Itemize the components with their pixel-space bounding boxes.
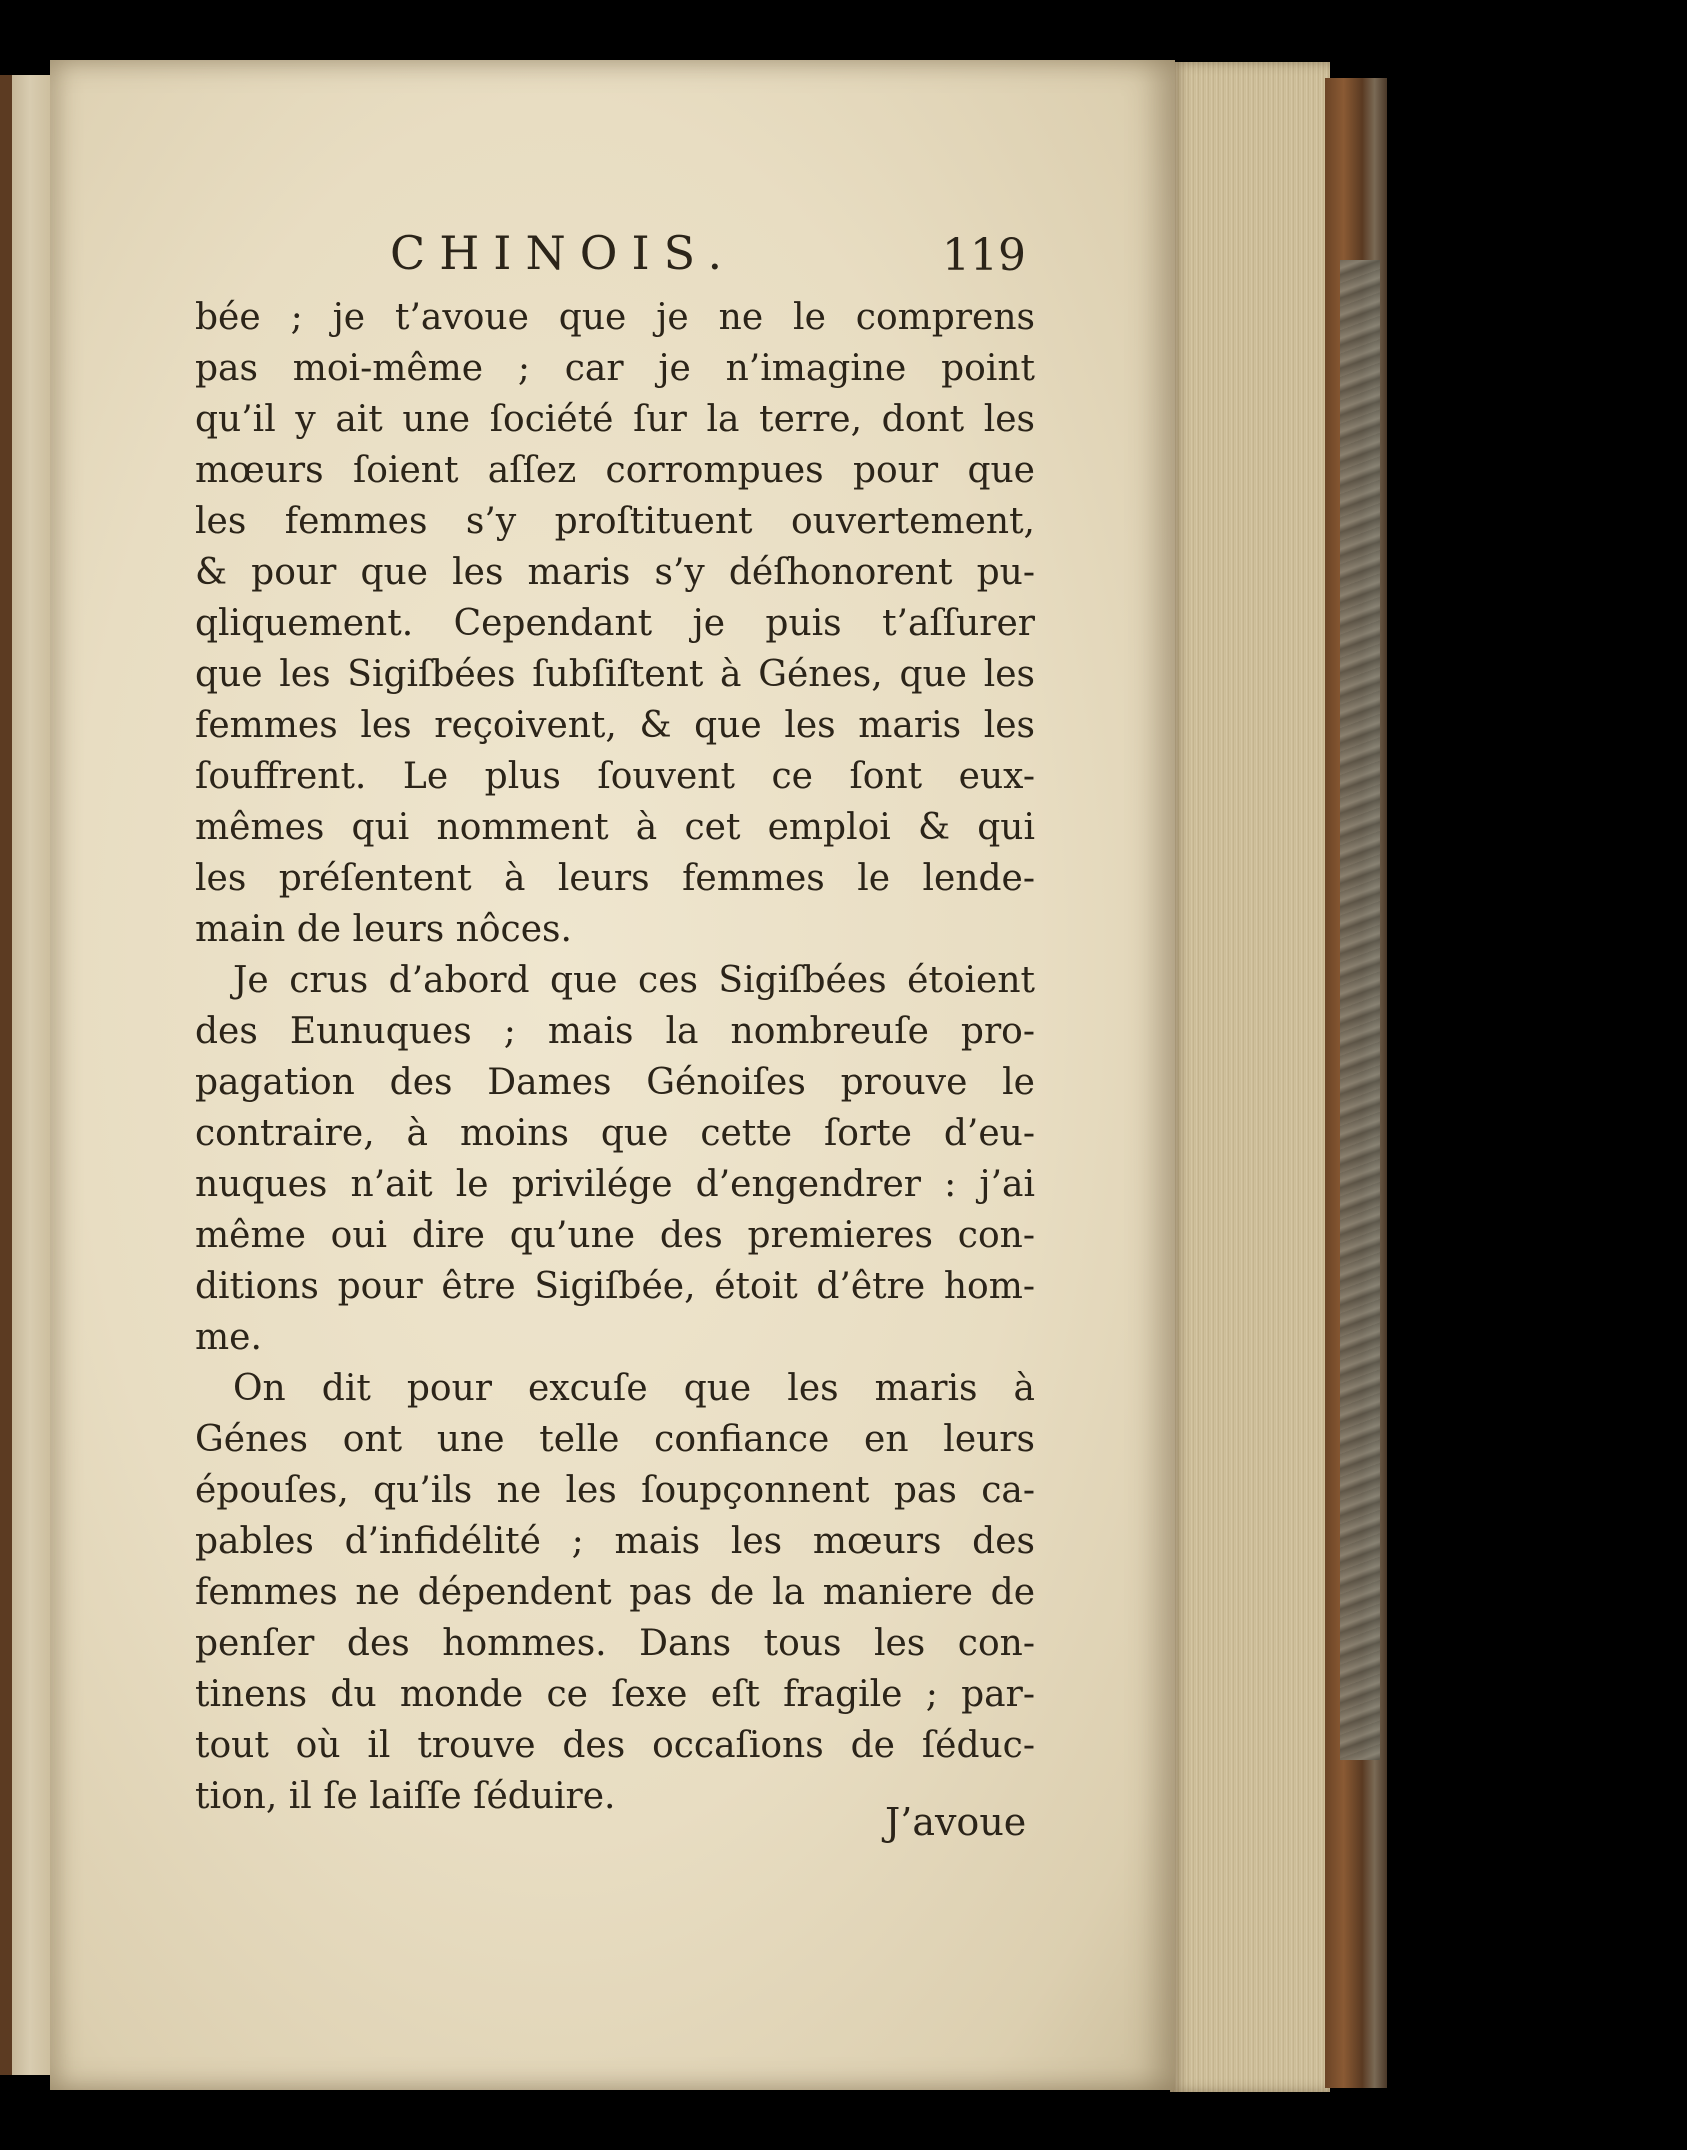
text-line: pagation des Dames Génoiſes prouve le <box>195 1062 1035 1103</box>
text-line: qliquement. Cependant je puis t’aſſurer <box>195 603 1035 644</box>
text-line: tout où il trouve des occaſions de ſéduc- <box>195 1725 1035 1766</box>
text-line: les femmes s’y proſtituent ouvertement, <box>195 501 1035 542</box>
text-line: qu’il y ait une ſociété ſur la terre, dont les <box>195 399 1035 440</box>
text-line: les préſentent à leurs femmes le lende- <box>195 858 1035 899</box>
text-line: femmes les reçoivent, & que les maris les <box>195 705 1035 746</box>
marbled-cover <box>1340 260 1380 1760</box>
text-line: tinens du monde ce ſexe eſt fragile ; par- <box>195 1674 1035 1715</box>
text-line: mœurs ſoient aſſez corrompues pour que <box>195 450 1035 491</box>
running-title: CHINOIS. <box>390 226 737 280</box>
text-line: penſer des hommes. Dans tous les con- <box>195 1623 1035 1664</box>
text-line: épouſes, qu’ils ne les ſoupçonnent pas ca- <box>195 1470 1035 1511</box>
text-line: nuques n’ait le privilége d’engendrer : j’ai <box>195 1164 1035 1205</box>
text-line: femmes ne dépendent pas de la maniere de <box>195 1572 1035 1613</box>
text-line: On dit pour excuſe que les maris à <box>233 1368 1035 1409</box>
text-line: pables d’infidélité ; mais les mœurs des <box>195 1521 1035 1562</box>
catchword: J’avoue <box>885 1800 1027 1844</box>
page-block-edge <box>1170 62 1330 2092</box>
text-line: me. <box>195 1317 262 1358</box>
text-line: Je crus d’abord que ces Sigiſbées étoient <box>233 960 1035 1001</box>
text-line: pas moi-même ; car je n’imagine point <box>195 348 1035 389</box>
text-line: main de leurs nôces. <box>195 909 572 950</box>
body-text <box>195 292 1035 1822</box>
text-line: bée ; je t’avoue que je ne le comprens <box>195 297 1035 338</box>
left-cover <box>0 75 12 2075</box>
text-line: des Eunuques ; mais la nombreuſe pro- <box>195 1011 1035 1052</box>
text-line: ſouffrent. Le plus ſouvent ce ſont eux- <box>195 756 1035 797</box>
text-line: contraire, à moins que cette ſorte d’eu- <box>195 1113 1035 1154</box>
text-line: même oui dire qu’une des premieres con- <box>195 1215 1035 1256</box>
text-line: tion, il ſe laiſſe ſéduire. <box>195 1776 616 1817</box>
text-line: ditions pour être Sigiſbée, étoit d’être hom- <box>195 1266 1035 1307</box>
page-number: 119 <box>942 230 1026 281</box>
text-line: que les Sigiſbées ſubſiſtent à Génes, que les <box>195 654 1035 695</box>
text-line: Génes ont une telle confiance en leurs <box>195 1419 1035 1460</box>
text-line: & pour que les maris s’y déſhonorent pu- <box>195 552 1035 593</box>
text-line: mêmes qui nomment à cet emploi & qui <box>195 807 1035 848</box>
